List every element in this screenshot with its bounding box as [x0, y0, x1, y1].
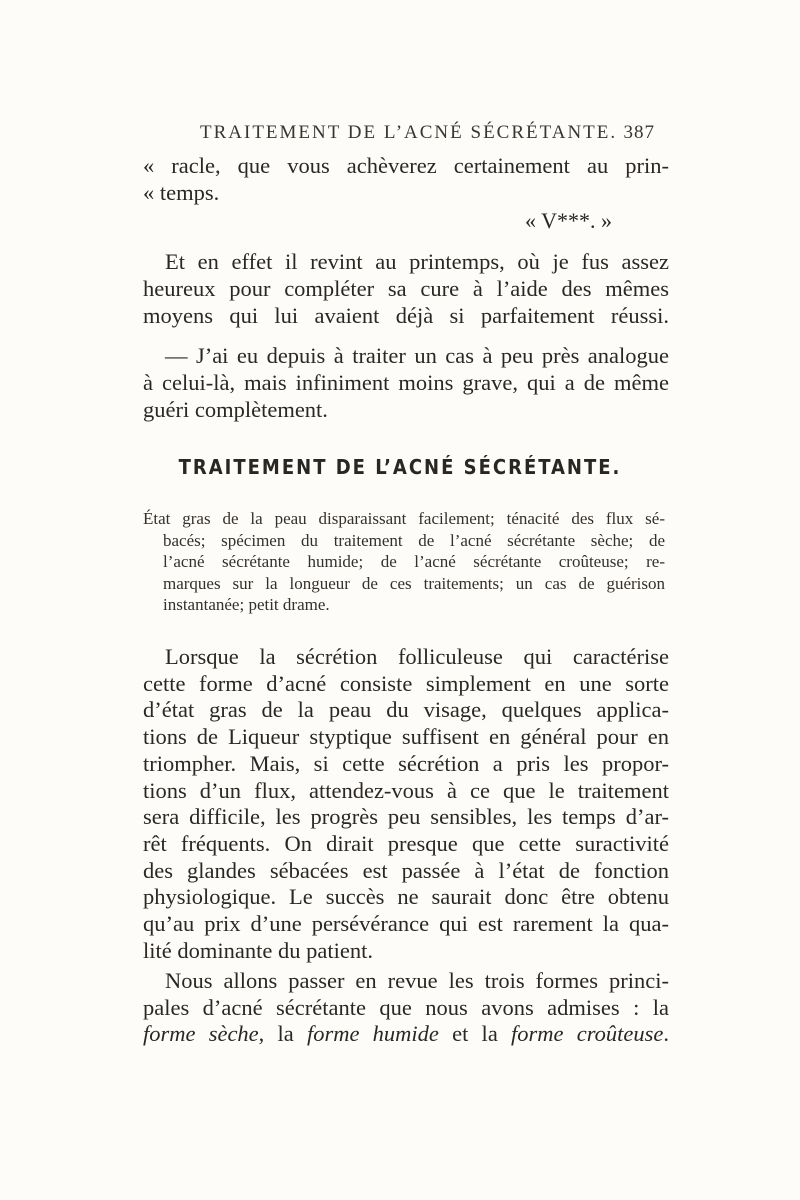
paragraph-line: tions d’un flux, attendez-vous à ce que le traitement [143, 777, 669, 803]
paragraph-line: Et en effet il revint au printemps, où je fus assez [165, 249, 669, 274]
paragraph-depuis [143, 342, 669, 424]
paragraph-line: physiologique. Le succès ne saurait donc être obtenu [143, 884, 669, 910]
summary-line: marques sur la longueur de ces traitements; un cas de guérison [163, 573, 665, 593]
separator-text: et la [438, 1021, 512, 1047]
paragraph-line-forms [143, 1021, 669, 1048]
paragraph-nous [143, 968, 669, 1048]
term-forme-crouteuse: forme croûteuse [511, 1021, 664, 1047]
paragraph-line: à celui-là, mais infiniment moins grave, qui a de même [143, 370, 669, 396]
quote-signature: « V***. » [525, 208, 612, 233]
summary-line: bacés; spécimen du traitement de l’acné sécrétante sèche; de [163, 530, 665, 550]
paragraph-line: heureux pour compléter sa cure à l’aide des mêmes [143, 276, 669, 302]
paragraph-line: pales d’acné sécrétante que nous avons admises : la [143, 994, 669, 1020]
paragraph-line: Nous allons passer en revue les trois formes princi- [165, 968, 669, 993]
paragraph-line: lité dominante du patient. [143, 937, 373, 963]
paragraph-line: — J’ai eu depuis à traiter un cas à peu près analogue [165, 343, 669, 368]
summary-line: État gras de la peau disparaissant facilement; ténacité des flux sé- [143, 509, 665, 528]
paragraph-line: d’état gras de la peau du visage, quelques applica- [143, 697, 669, 723]
paragraph-lorsque [143, 644, 669, 964]
running-head-title: TRAITEMENT DE L’ACNÉ SÉCRÉTANTE. [200, 122, 618, 143]
quote-line: « temps. [143, 180, 220, 206]
section-heading: TRAITEMENT DE L’ACNÉ SÉCRÉTANTE. [178, 455, 622, 479]
chapter-summary [143, 508, 665, 616]
quote-block [143, 152, 669, 206]
paragraph-line: Lorsque la sécrétion folliculeuse qui caractérise [165, 644, 669, 669]
paragraph-line: des glandes sébacées est passée à l’état de fonction [143, 857, 669, 883]
paragraph-line: sera difficile, les progrès peu sensibles, les temps d’ar- [143, 804, 669, 830]
summary-line: instantanée; petit drame. [163, 595, 330, 615]
paragraph-line: tions de Liqueur styptique suffisent en général pour en [143, 724, 669, 750]
paragraph-line: cette forme d’acné consiste simplement en une sorte [143, 670, 669, 696]
paragraph-line: qu’au prix d’une persévérance qui est rarement la qua- [143, 911, 669, 937]
quote-line: « racle, que vous achèverez certainement au prin- [143, 153, 669, 178]
paragraph-line: triompher. Mais, si cette sécrétion a pris les propor- [143, 750, 669, 776]
paragraph-printemps [143, 248, 669, 330]
page-number: 387 [623, 122, 655, 143]
paragraph-line: rêt fréquents. On dirait presque que cette suractivité [143, 830, 669, 856]
separator-text: , la [258, 1021, 307, 1047]
sentence-end: . [663, 1021, 669, 1047]
term-forme-seche: forme sèche [143, 1021, 259, 1047]
paragraph-line: guéri complètement. [143, 397, 328, 423]
term-forme-humide: forme humide [306, 1021, 439, 1047]
paragraph-line: moyens qui lui avaient déjà si parfaitement réussi. [143, 303, 669, 329]
summary-line: l’acné sécrétante humide; de l’acné sécrétante croûteuse; re- [163, 552, 665, 572]
